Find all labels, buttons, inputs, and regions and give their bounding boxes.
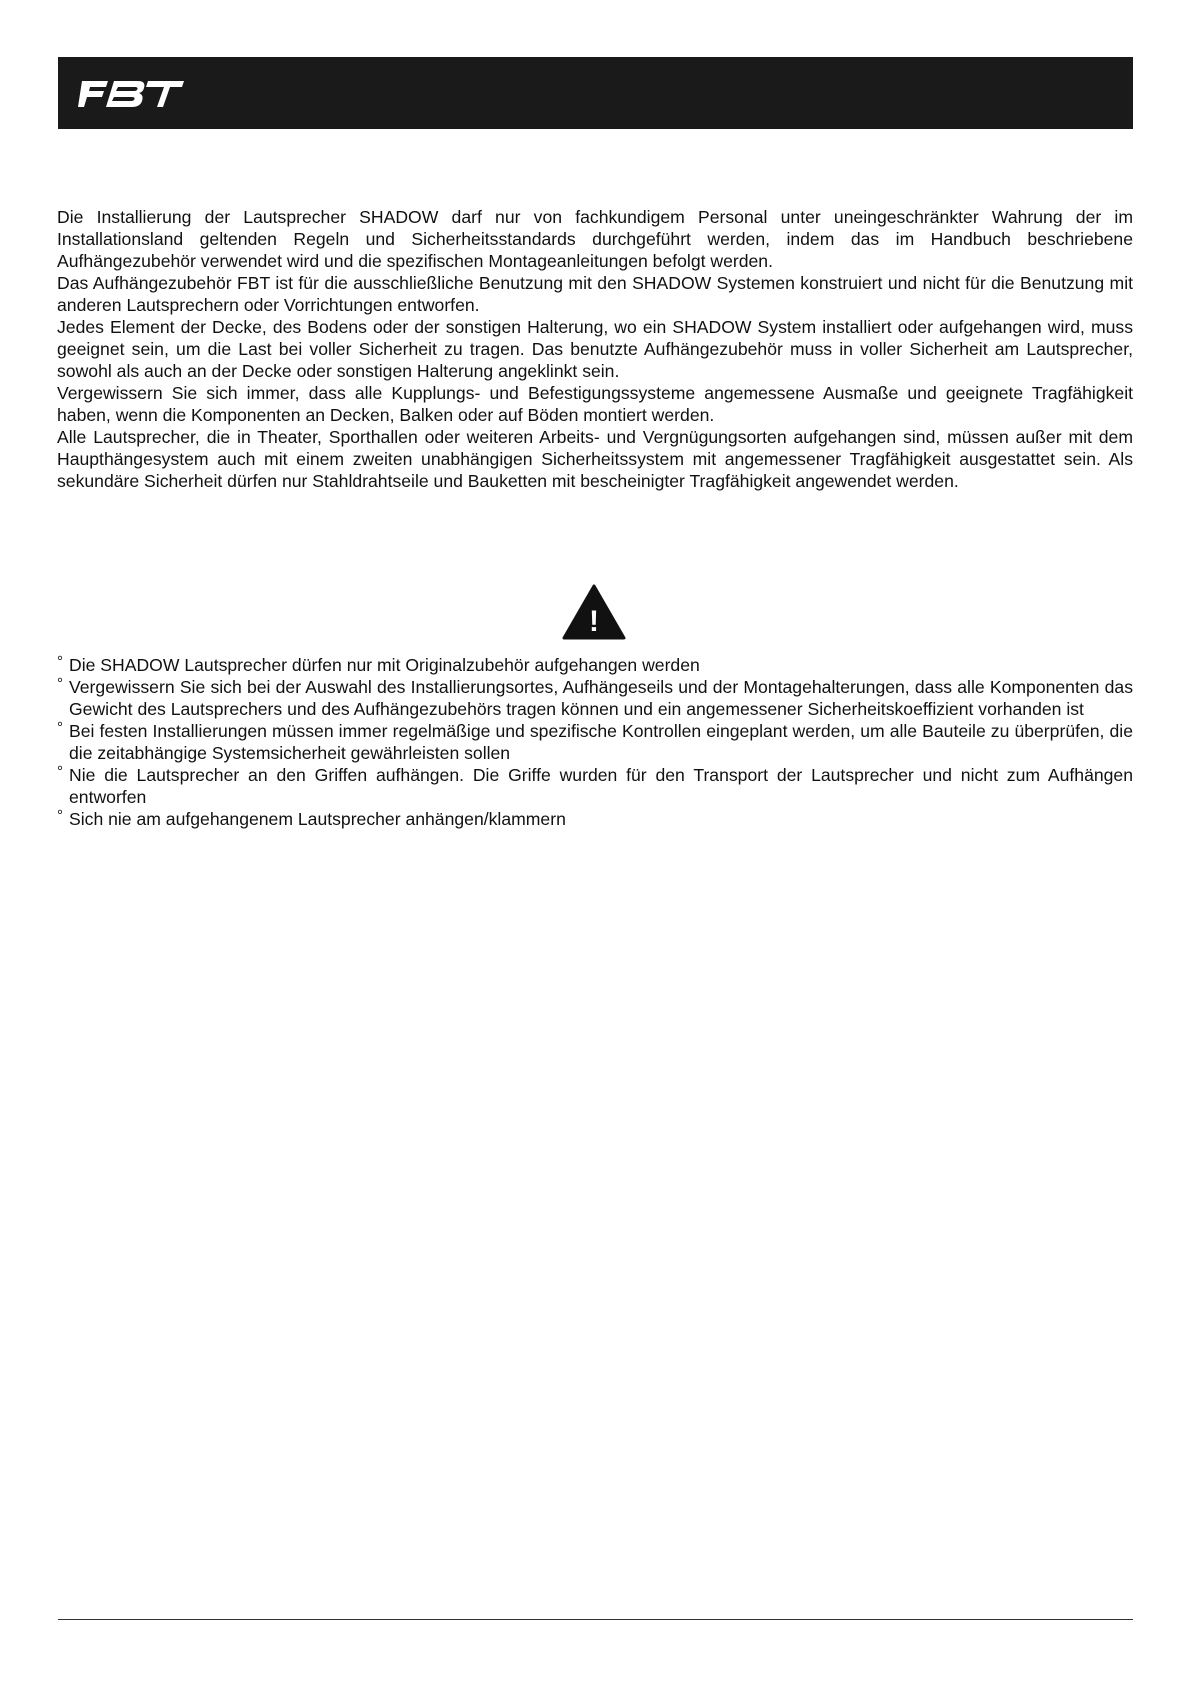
warning-triangle-icon — [562, 584, 626, 640]
intro-section — [57, 206, 1133, 492]
intro-paragraph: Vergewissern Sie sich immer, dass alle Kupplungs- und Befestigungssysteme angemessene Ausmaße und geeignete Tragfähigkeit haben, wenn die Komponenten an Decken, Balken oder auf Böden montiert werden. — [57, 383, 1133, 425]
header-bar — [58, 57, 1133, 129]
warning-glyph: ! — [589, 605, 599, 638]
list-item: ° Bei festen Installierungen müssen immer regelmäßige und spezifische Kontrollen eingeplant werden, um alle Bauteile zu überprüfen, die die zeitabhängige Systemsicherheit gewährleisten sollen — [57, 720, 1133, 764]
intro-paragraph: Die Installierung der Lautsprecher SHADOW darf nur von fachkundigem Personal unter uneingeschränkter Wahrung der im Installationsland geltenden Regeln und Sicherheitsstandards durchgeführt werden, indem das im Handbuch beschriebene Aufhängezubehör verwendet wird und die spezifischen Montageanleitungen befolgt werden. — [57, 207, 1133, 271]
footer-divider — [58, 1619, 1133, 1620]
fbt-logo-icon — [78, 71, 188, 115]
list-item: ° Nie die Lautsprecher an den Griffen aufhängen. Die Griffe wurden für den Transport der Lautsprecher und nicht zum Aufhängen entworfen — [57, 764, 1133, 808]
warning-list — [57, 654, 1133, 830]
intro-paragraph: Alle Lautsprecher, die in Theater, Sporthallen oder weiteren Arbeits- und Vergnügungsorten aufgehangen sind, müssen außer mit dem Haupthängesystem auch mit einem zweiten unabhängigen Sicherheitssystem mit angemessener Tragfähigkeit ausgestattet sein. Als sekundäre Sicherheit dürfen nur Stahldrahtseile und Bauketten mit bescheinigter Tragfähigkeit angewendet werden. — [57, 427, 1133, 491]
list-item: ° Sich nie am aufgehangenem Lautsprecher anhängen/klammern — [57, 808, 1133, 830]
list-item: ° Vergewissern Sie sich bei der Auswahl des Installierungsortes, Aufhängeseils und der Montagehalterungen, dass alle Komponenten das Gewicht des Lautsprechers und des Aufhängezubehörs tragen können und ein angemessener Sicherheitskoeffizient vorhanden ist — [57, 676, 1133, 720]
list-item: ° Die SHADOW Lautsprecher dürfen nur mit Originalzubehör aufgehangen werden — [57, 654, 1133, 676]
intro-paragraph: Jedes Element der Decke, des Bodens oder der sonstigen Halterung, wo ein SHADOW System installiert oder aufgehangen wird, muss geeignet sein, um die Last bei voller Sicherheit zu tragen. Das benutzte Aufhängezubehör muss in voller Sicherheit am Lautsprecher, sowohl als auch an der Decke oder sonstigen Halterung angeklinkt sein. — [57, 317, 1133, 381]
intro-paragraph: Das Aufhängezubehör FBT ist für die ausschließliche Benutzung mit den SHADOW Systemen konstruiert und nicht für die Benutzung mit anderen Lautsprechern oder Vorrichtungen entworfen. — [57, 273, 1133, 315]
